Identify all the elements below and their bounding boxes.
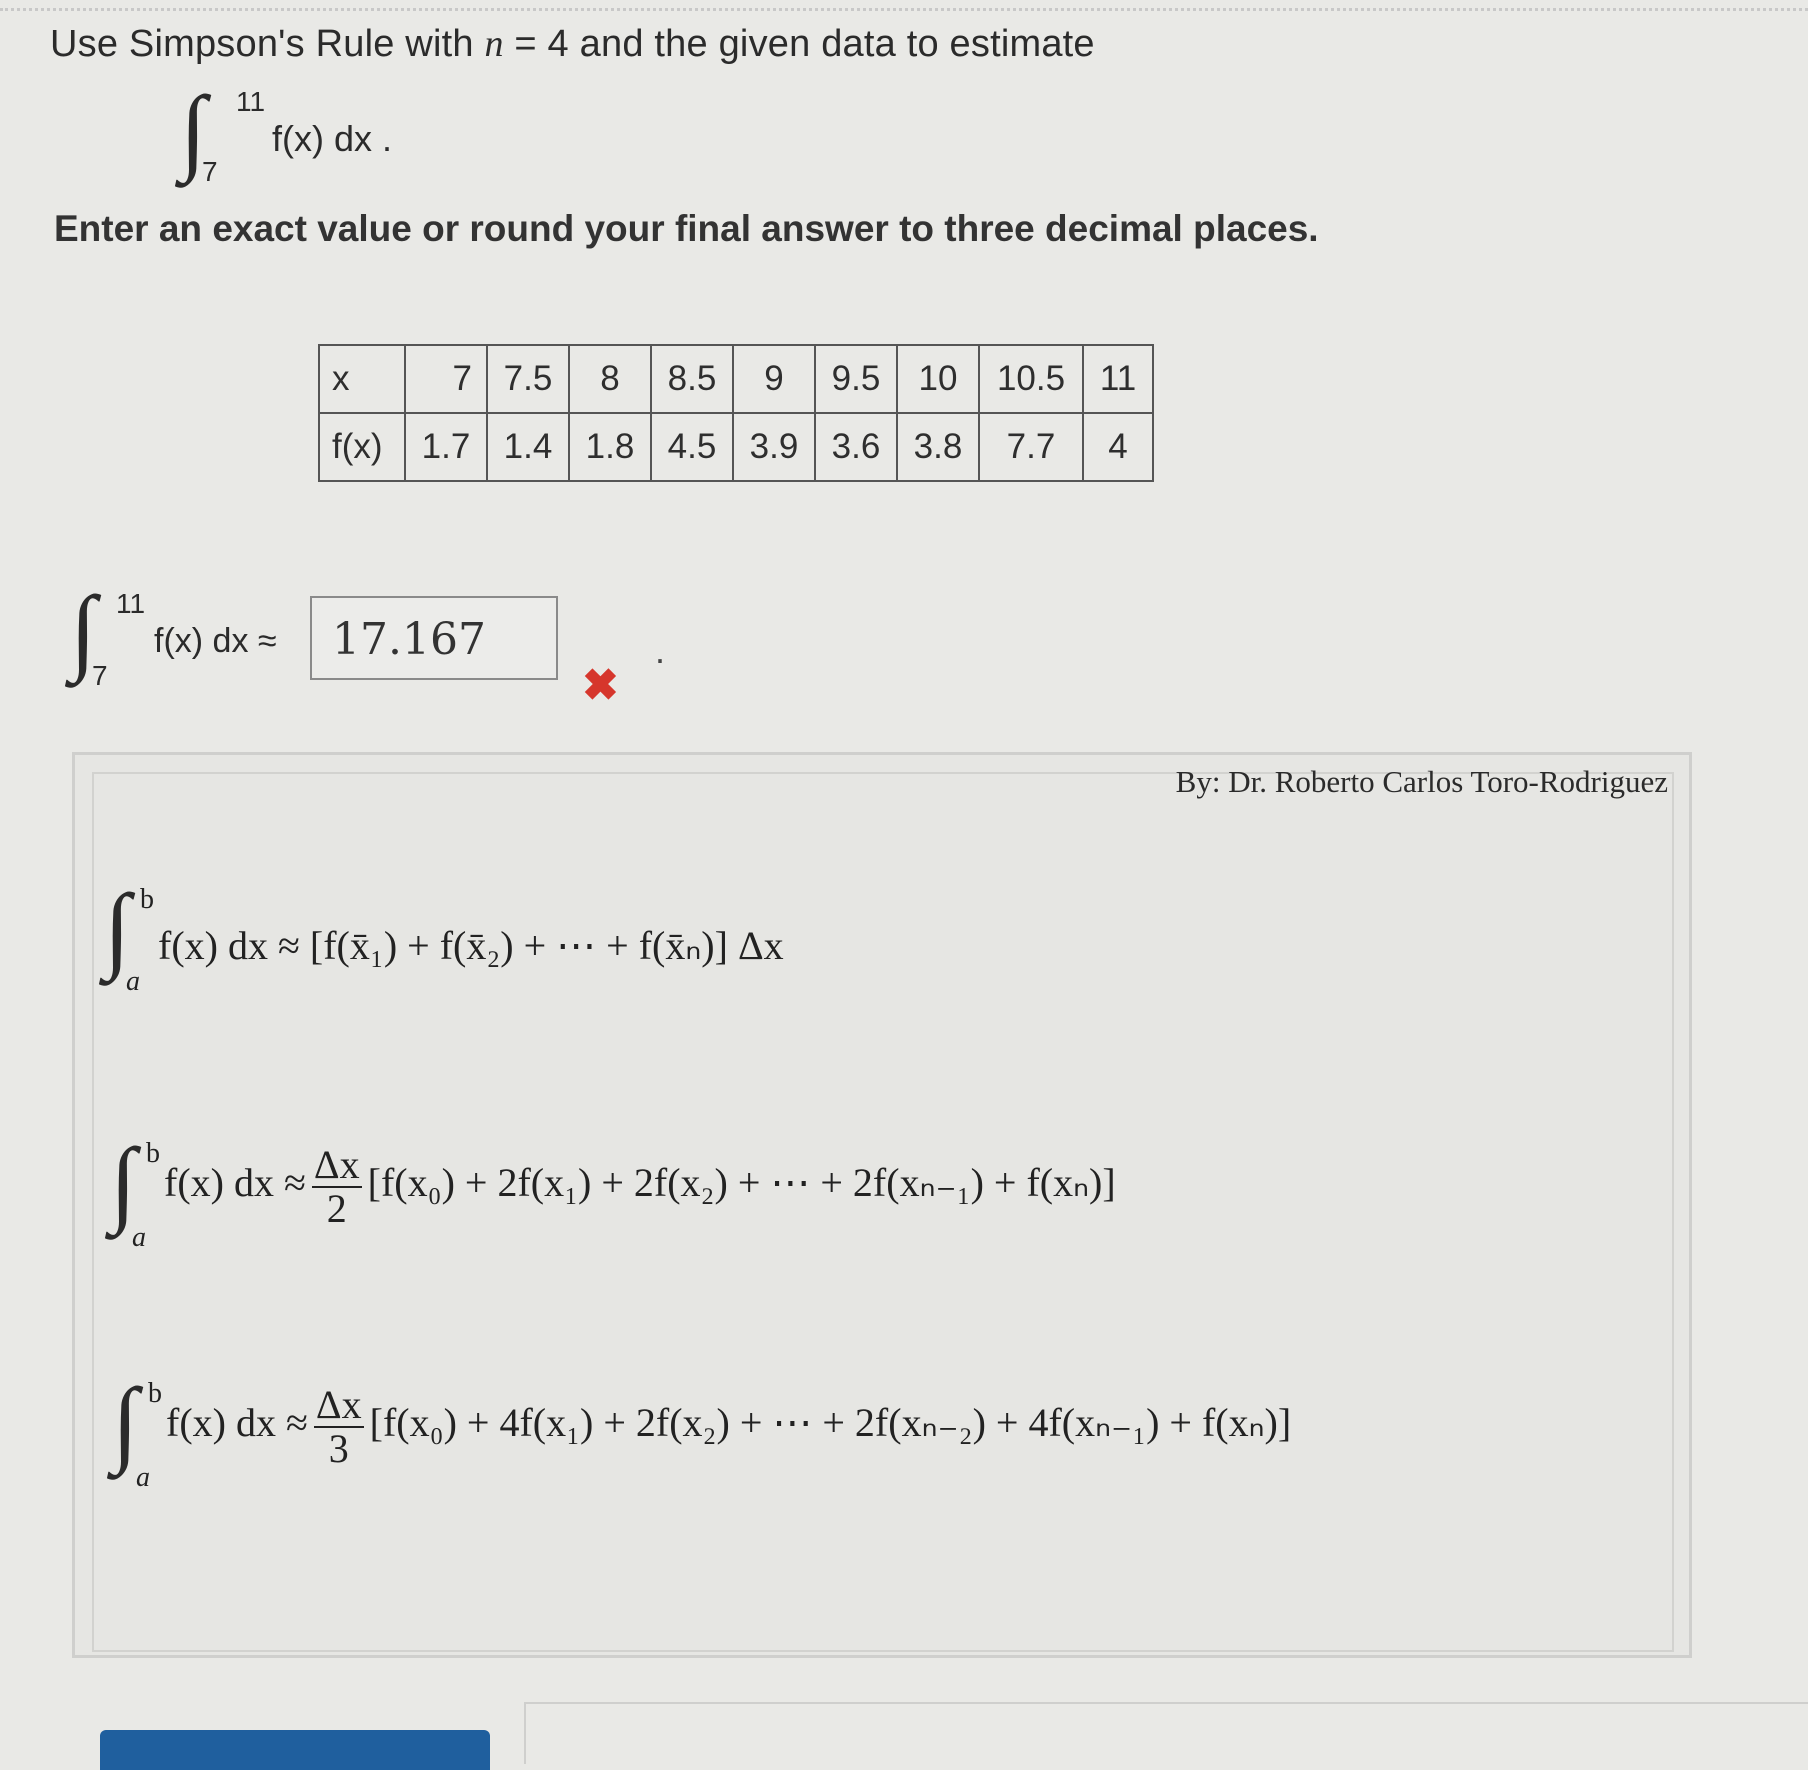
table-cell: 4.5 [651,413,733,481]
midpoint-formula-body: f(x) dx ≈ [f(x̄₁) + f(x̄₂) + ⋯ + f(x̄ₙ)] Δx [158,923,784,968]
trapezoidal-fraction [312,1144,362,1230]
fraction-denominator: 2 [326,1186,347,1231]
fraction-denominator: 3 [328,1426,349,1471]
problem-statement [50,22,1095,66]
simpsons-rhs: [f(x₀) + 4f(x₁) + 2f(x₂) + ⋯ + 2f(xₙ₋₂) + 4f(xₙ₋₁) + f(xₙ)] [369,1400,1292,1446]
problem-prefix: Use Simpson's Rule with [50,23,485,65]
table-cell: 9 [733,345,815,413]
trapezoidal-rule-formula [110,1128,1360,1264]
table-cell: 3.9 [733,413,815,481]
table-cell: 1.7 [405,413,487,481]
table-row-x [319,345,1153,413]
lower-limit: a [126,966,140,997]
upper-limit: b [146,1138,160,1169]
table-cell: 11 [1083,345,1153,413]
simpsons-rule-formula [112,1368,1532,1504]
table-cell: 9.5 [815,345,897,413]
table-cell: 7.5 [487,345,569,413]
n-variable: n [484,23,504,65]
trailing-period: . [655,630,666,671]
problem-suffix: and the given data to estimate [568,23,1095,65]
answer-lhs: f(x) dx ≈ [154,622,277,660]
table-cell: 10.5 [979,345,1083,413]
row-label-x: x [319,345,405,413]
table-cell: 3.6 [815,413,897,481]
data-table [318,344,1154,482]
table-cell: 4 [1083,413,1153,481]
problem-integral [180,76,440,192]
simpsons-lhs: f(x) dx ≈ [166,1400,308,1446]
integral-sign: ∫ [110,1128,137,1235]
author-credit: By: Dr. Roberto Carlos Toro-Rodriguez [1175,764,1668,799]
upper-limit: b [140,884,154,915]
lower-limit: a [136,1462,150,1493]
answer-integral [70,576,310,692]
fraction-numerator: Δx [313,1142,360,1187]
incorrect-icon: ✖ [582,661,619,710]
lower-limit: a [132,1222,146,1253]
integrand: f(x) dx . [272,118,393,159]
trapezoidal-formula-body [164,1144,1116,1230]
table-cell: 10 [897,345,979,413]
upper-limit: 11 [236,86,266,117]
upper-limit: b [148,1378,162,1409]
instruction-text: Enter an exact value or round your final answer to three decimal places. [54,208,1319,249]
simpsons-formula-body [166,1384,1291,1470]
integral-sign: ∫ [70,576,97,683]
trapezoidal-rhs: [f(x₀) + 2f(x₁) + 2f(x₂) + ⋯ + 2f(xₙ₋₁) + f(xₙ)] [367,1160,1116,1206]
lower-limit: 7 [202,156,218,187]
simpsons-fraction [314,1384,364,1470]
integral-sign: ∫ [180,76,207,183]
row-label-fx: f(x) [319,413,405,481]
table-cell: 8 [569,345,651,413]
top-dotted-divider [0,8,1808,11]
table-cell: 7.7 [979,413,1083,481]
table-cell: 1.4 [487,413,569,481]
integral-sign: ∫ [112,1368,139,1475]
fraction-numerator: Δx [315,1382,362,1427]
table-cell: 3.8 [897,413,979,481]
upper-limit: 11 [116,588,146,619]
submit-button[interactable] [100,1730,490,1770]
trapezoidal-lhs: f(x) dx ≈ [164,1160,306,1206]
table-cell: 7 [405,345,487,413]
table-cell: 1.8 [569,413,651,481]
answer-input[interactable]: 17.167 [310,596,558,680]
n-value: = 4 [503,23,569,65]
midpoint-rule-formula [104,874,1004,1000]
table-cell: 8.5 [651,345,733,413]
lower-limit: 7 [92,660,108,691]
integral-sign: ∫ [104,874,131,981]
table-row-fx [319,413,1153,481]
